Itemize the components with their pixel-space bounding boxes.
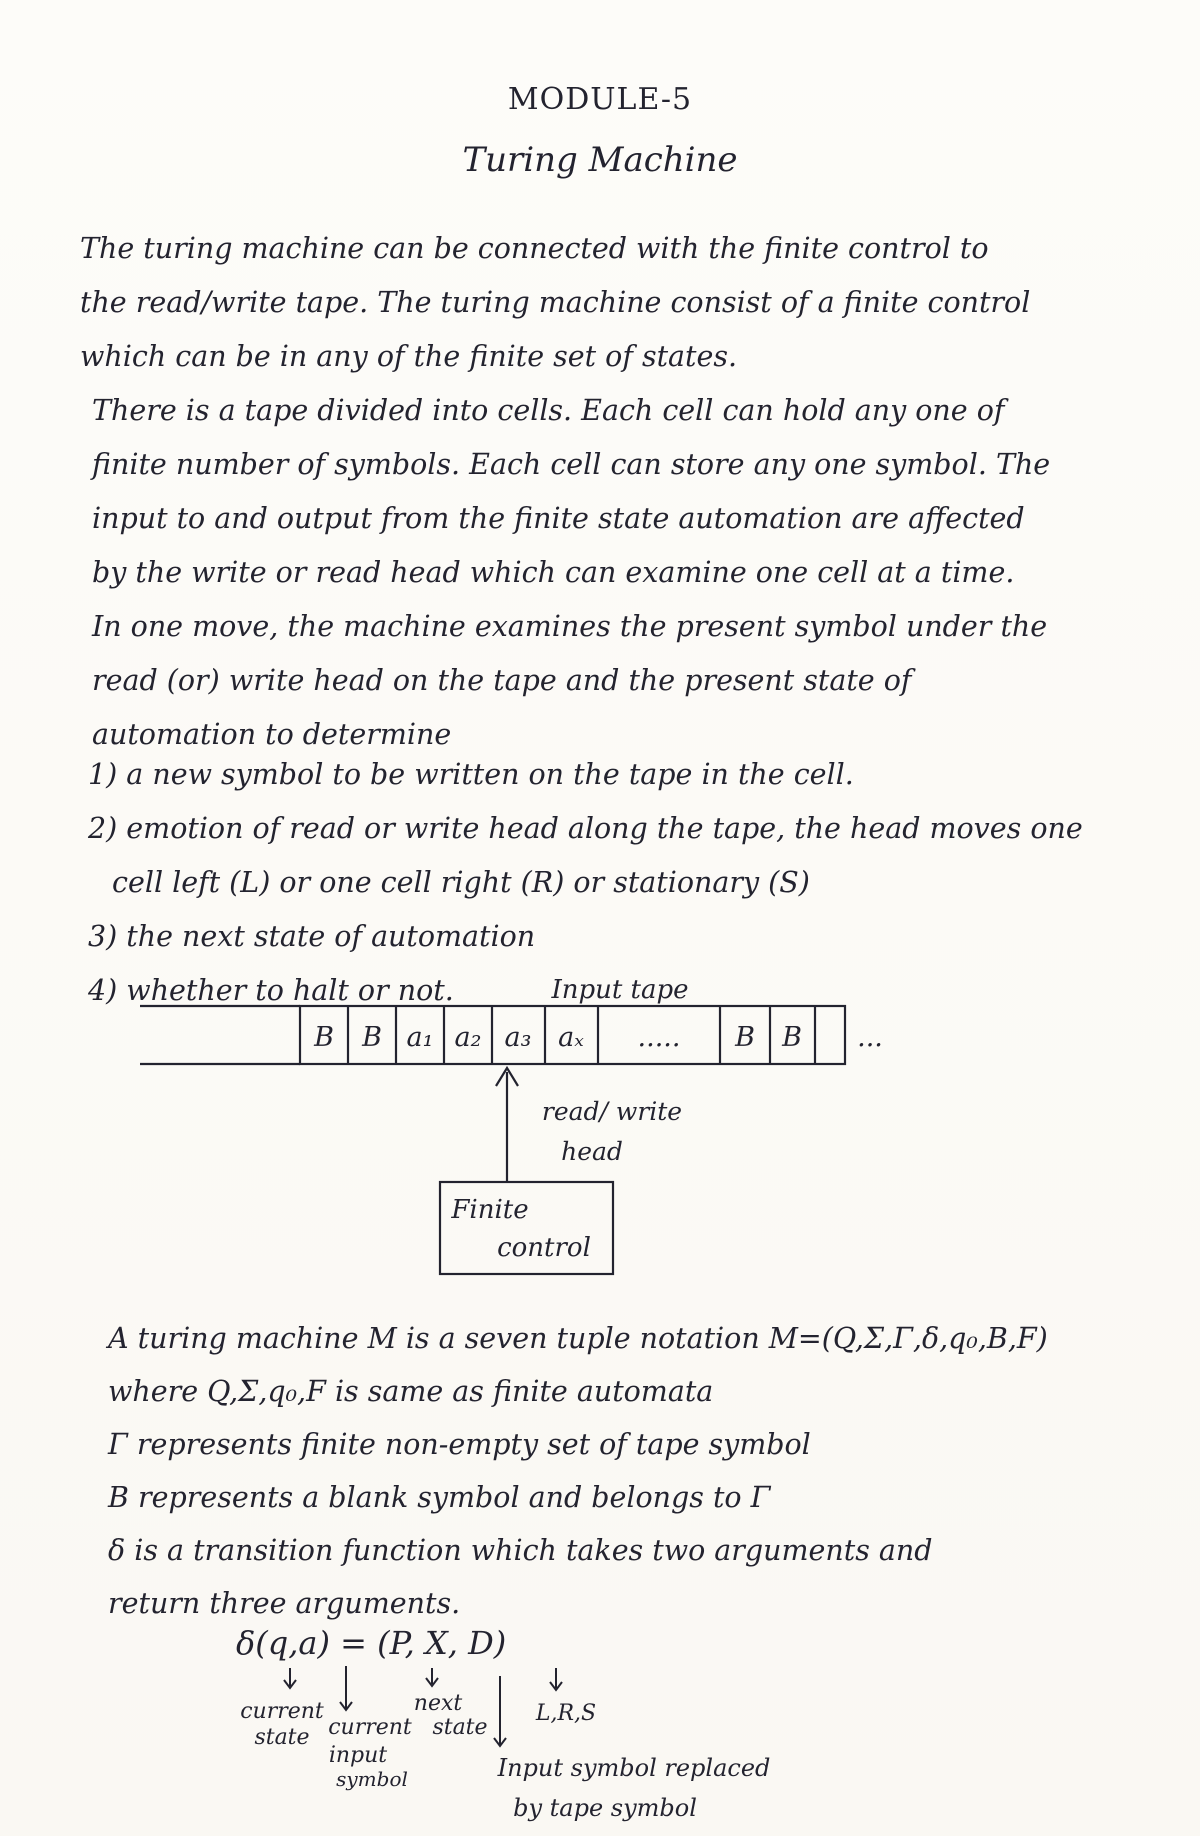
transition-expression: δ(q,a) = (P, X, D)	[236, 1624, 507, 1662]
definition-line: where Q,Σ,q₀,F is same as finite automata	[108, 1375, 714, 1408]
page-title: Turing Machine	[462, 140, 738, 180]
formula-annotation: L,R,S	[535, 1701, 597, 1726]
tape-trailing-dots: ...	[857, 1022, 883, 1053]
definition-line: A turing machine M is a seven tuple notation M=(Q,Σ,Γ,δ,q₀,B,F)	[108, 1322, 1048, 1355]
tape-line: automation to determine	[92, 718, 452, 751]
list-item: 2) emotion of read or write head along the tape, the head moves one	[88, 812, 1083, 845]
tape-line: In one move, the machine examines the present symbol under the	[92, 610, 1048, 643]
intro-line: The turing machine can be connected with the finite control to	[80, 232, 989, 265]
list-item: 4) whether to halt or not.	[88, 974, 454, 1007]
tape-description-paragraph	[92, 384, 1172, 762]
intro-line: the read/write tape. The turing machine consist of a finite control	[80, 286, 1031, 319]
tape-cell: .....	[637, 1022, 681, 1053]
list-item: 1) a new symbol to be written on the tape in the cell.	[88, 758, 854, 791]
head-label: head	[561, 1137, 623, 1166]
tape-cell: B	[782, 1022, 802, 1053]
tape-line: finite number of symbols. Each cell can store any one symbol. The	[92, 448, 1051, 481]
tape-line: read (or) write head on the tape and the present state of	[92, 664, 912, 697]
formula-annotation: current	[328, 1715, 412, 1740]
tape-cell: B	[735, 1022, 755, 1053]
tape-cell: aₓ	[558, 1022, 584, 1053]
formula-annotation: input	[328, 1743, 388, 1768]
definition-line: δ is a transition function which takes two arguments and	[108, 1534, 933, 1567]
tape-cell: B	[362, 1022, 382, 1053]
formula-annotation: symbol	[336, 1767, 408, 1791]
intro-paragraph	[80, 222, 1160, 384]
formula-annotation: by tape symbol	[513, 1794, 697, 1822]
control-label: control	[497, 1233, 591, 1263]
definition-paragraph	[108, 1312, 1188, 1630]
formula-annotation: next	[413, 1691, 463, 1716]
input-tape-label: Input tape	[551, 975, 689, 1005]
tape-cell: a₂	[454, 1022, 482, 1053]
formula-annotation: Input symbol replaced	[497, 1754, 771, 1782]
control-label: Finite	[451, 1195, 529, 1225]
tape-cell: B	[314, 1022, 334, 1053]
turing-machine-diagram	[0, 960, 1200, 1290]
intro-line: which can be in any of the finite set of states.	[80, 340, 738, 373]
tape-cell: a₃	[504, 1022, 532, 1053]
definition-line: Γ represents finite non-empty set of tape symbol	[108, 1428, 811, 1461]
tape-line: input to and output from the finite state automation are affected	[92, 502, 1025, 535]
formula-annotation: state	[432, 1715, 488, 1740]
transition-formula	[0, 1620, 1200, 1836]
definition-line: B represents a blank symbol and belongs to Γ	[108, 1481, 771, 1514]
head-label: read/ write	[541, 1097, 683, 1126]
list-item: 3) the next state of automation	[88, 920, 536, 953]
module-heading: MODULE-5	[507, 82, 693, 117]
tape-line: by the write or read head which can examine one cell at a time.	[92, 556, 1015, 589]
formula-annotation: state	[254, 1725, 310, 1750]
tape-line: There is a tape divided into cells. Each cell can hold any one of	[92, 394, 1005, 427]
list-item: cell left (L) or one cell right (R) or stationary (S)	[112, 866, 810, 899]
tape-cell: a₁	[406, 1022, 434, 1053]
formula-annotation: current	[240, 1699, 324, 1724]
definition-line: return three arguments.	[108, 1587, 461, 1620]
